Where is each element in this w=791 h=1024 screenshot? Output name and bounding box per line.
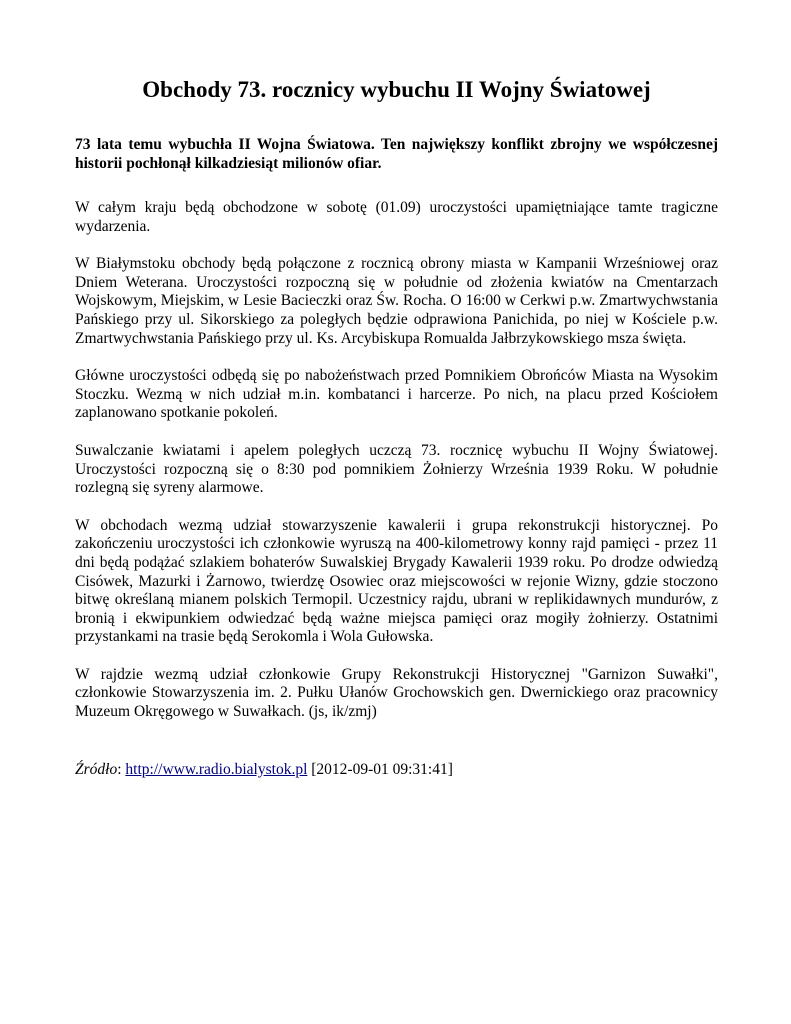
source-link[interactable]: http://www.radio.bialystok.pl xyxy=(125,760,308,778)
source-timestamp: [2012-09-01 09:31:41] xyxy=(307,760,453,778)
body-paragraph: Główne uroczystości odbędą się po nabożeństwach przed Pomnikiem Obrońców Miasta na Wysokim Stoczku. Wezmą w nich udział m.in. kombatanci i harcerze. Po nich, na placu przed Kościołem zaplanowano spotkanie pokoleń. xyxy=(75,367,718,422)
body-paragraph: W Białymstoku obchody będą połączone z rocznicą obrony miasta w Kampanii Wrześniowej oraz Dniem Weterana. Uroczystości rozpoczną się w południe od złożenia kwiatów na Cmentarzach Wojskowym, Miejskim, w Lesie Bacieczki oraz Św. Rocha. O 16:00 w Cerkwi p.w. Zmartwychwstania Pańskiego przy ul. Sikorskiego za poległych będzie odprawiona Panichida, po niej w Kościele p.w. Zmartwychwstania Pańskiego przy ul. Ks. Arcybiskupa Romualda Jałbrzykowskiego msza święta. xyxy=(75,255,718,347)
source-line xyxy=(75,760,718,779)
source-separator: : xyxy=(117,760,126,778)
body-paragraph: Suwalczanie kwiatami i apelem poległych uczczą 73. rocznicę wybuchu II Wojny Światowej. Uroczystości rozpoczną się o 8:30 pod pomnikiem Żołnierzy Września 1939 Roku. W południe rozlegną się syreny alarmowe. xyxy=(75,441,718,497)
body-paragraph: W całym kraju będą obchodzone w sobotę (01.09) uroczystości upamiętniające tamte tragiczne wydarzenia. xyxy=(75,199,718,235)
body-paragraph: W rajdzie wezmą udział członkowie Grupy Rekonstrukcji Historycznej "Garnizon Suwałki", członkowie Stowarzyszenia im. 2. Pułku Ułanów Grochowskich gen. Dwernickiego oraz pracownicy Muzeum Okręgowego w Suwałkach. (js, ik/zmj) xyxy=(75,665,718,721)
document-page xyxy=(75,0,718,779)
body-paragraph: W obchodach wezmą udział stowarzyszenie kawalerii i grupa rekonstrukcji historycznej. Po zakończeniu uroczystości ich członkowie wyruszą na 400-kilometrowy konny rajd pamięci - przez 11 dni będą podążać szlakiem bohaterów Suwalskiej Brygady Kawalerii 1939 roku. Po drodze odwiedzą Cisówek, Mazurki i Żarnowo, twierdzę Osowiec oraz miejscowości w rejonie Wizny, gdzie stoczono bitwę określaną mianem polskich Termopil. Uczestnicy rajdu, ubrani w replikidawnych mundurów, z bronią i ekwipunkiem odwiedzać będą ważne miejsca pamięci oraz mogiły żołnierzy. Ostatnimi przystankami na trasie będą Serokomla i Wola Gułowska. xyxy=(75,516,718,646)
lead-paragraph: 73 lata temu wybuchła II Wojna Światowa. Ten największy konflikt zbrojny we współczesnej historii pochłonął kilkadziesiąt milionów ofiar. xyxy=(75,136,718,172)
page-title: Obchody 73. rocznicy wybuchu II Wojny Światowej xyxy=(142,77,651,102)
source-label: Źródło xyxy=(75,760,118,778)
